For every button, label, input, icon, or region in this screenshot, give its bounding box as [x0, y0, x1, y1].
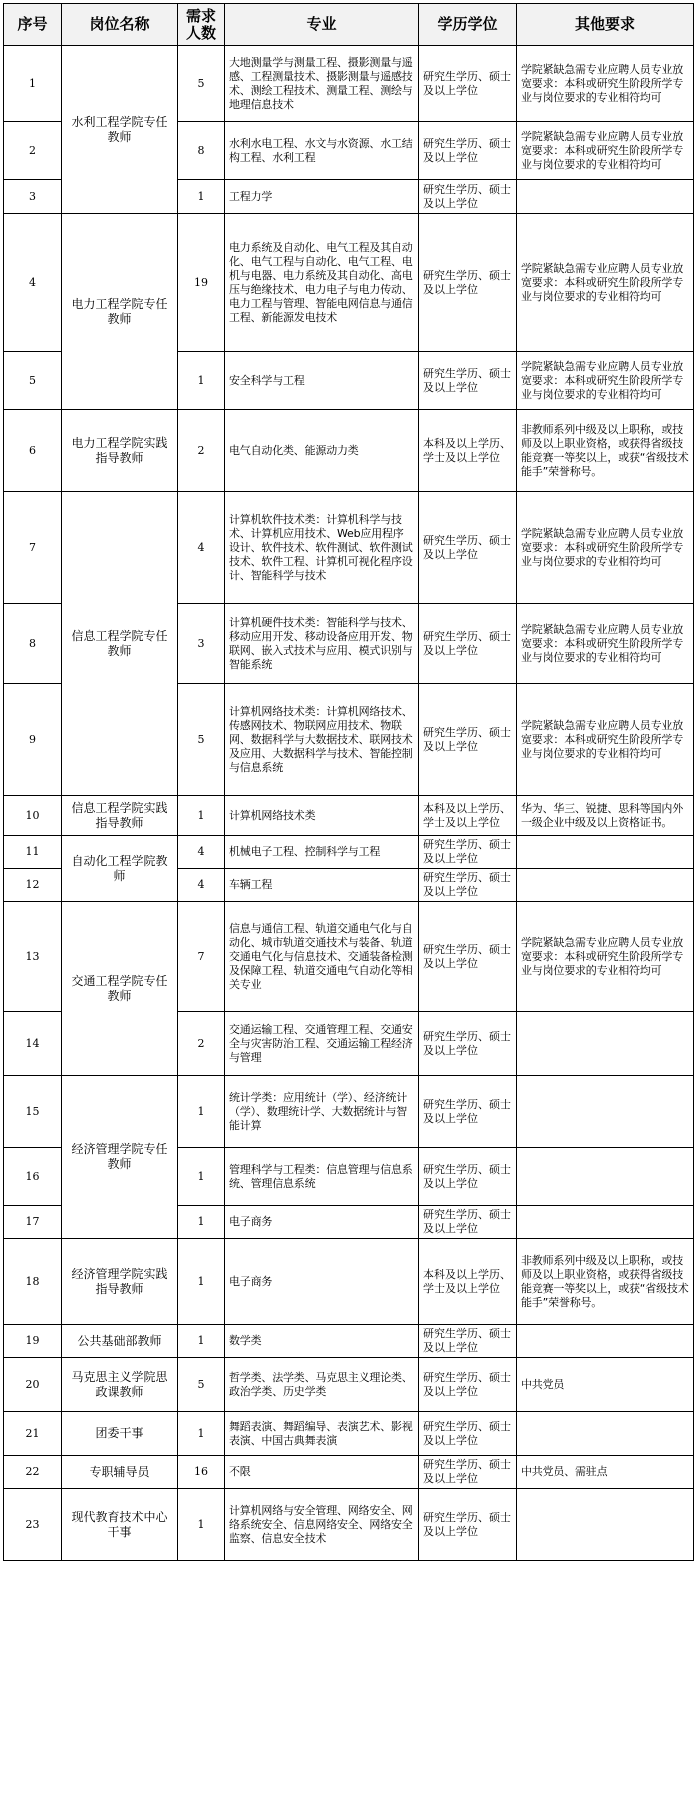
headcount: 4	[178, 836, 225, 869]
headcount: 1	[178, 180, 225, 214]
headcount: 7	[178, 902, 225, 1012]
headcount: 19	[178, 214, 225, 352]
row-index: 6	[4, 410, 62, 492]
other-requirement: 学院紧缺急需专业应聘人员专业放宽要求：本科或研究生阶段所学专业与岗位要求的专业相符均可	[517, 902, 694, 1012]
other-requirement	[517, 180, 694, 214]
header-other: 其他要求	[517, 4, 694, 46]
table-row	[4, 1325, 694, 1358]
major-requirement: 工程力学	[225, 180, 419, 214]
major-requirement: 计算机硬件技术类：智能科学与技术、移动应用开发、移动设备应用开发、物联网、嵌入式技术与应用、模式识别与智能系统	[225, 604, 419, 684]
recruitment-table	[3, 3, 694, 1561]
other-requirement: 非教师系列中级及以上职称，或技师及以上职业资格，或获得省级技能竞赛一等奖以上，或获“省级技术能手”荣誉称号。	[517, 1239, 694, 1325]
other-requirement: 学院紧缺急需专业应聘人员专业放宽要求：本科或研究生阶段所学专业与岗位要求的专业相符均可	[517, 352, 694, 410]
row-index: 16	[4, 1148, 62, 1206]
table-row	[4, 492, 694, 604]
headcount: 2	[178, 410, 225, 492]
major-requirement: 安全科学与工程	[225, 352, 419, 410]
row-index: 1	[4, 46, 62, 122]
headcount: 3	[178, 604, 225, 684]
position-name: 信息工程学院专任教师	[62, 492, 178, 796]
major-requirement: 电气自动化类、能源动力类	[225, 410, 419, 492]
education-requirement: 研究生学历、硕士及以上学位	[419, 1325, 517, 1358]
other-requirement: 学院紧缺急需专业应聘人员专业放宽要求：本科或研究生阶段所学专业与岗位要求的专业相符均可	[517, 46, 694, 122]
education-requirement: 研究生学历、硕士及以上学位	[419, 492, 517, 604]
headcount: 1	[178, 1206, 225, 1239]
major-requirement: 计算机网络技术类	[225, 796, 419, 836]
header-education: 学历学位	[419, 4, 517, 46]
other-requirement	[517, 1206, 694, 1239]
position-name: 马克思主义学院思政课教师	[62, 1358, 178, 1412]
major-requirement: 统计学类：应用统计（学）、经济统计（学）、数理统计学、大数据统计与智能计算	[225, 1076, 419, 1148]
table-row	[4, 410, 694, 492]
major-requirement: 机械电子工程、控制科学与工程	[225, 836, 419, 869]
table-row	[4, 46, 694, 122]
row-index: 15	[4, 1076, 62, 1148]
major-requirement: 计算机网络技术类：计算机网络技术、传感网技术、物联网应用技术、物联网、数据科学与大数据技术、联网技术及应用、大数据科学与技术、智能控制与信息系统	[225, 684, 419, 796]
row-index: 22	[4, 1456, 62, 1489]
other-requirement: 学院紧缺急需专业应聘人员专业放宽要求：本科或研究生阶段所学专业与岗位要求的专业相符均可	[517, 604, 694, 684]
headcount: 1	[178, 1076, 225, 1148]
major-requirement: 哲学类、法学类、马克思主义理论类、政治学类、历史学类	[225, 1358, 419, 1412]
headcount: 8	[178, 122, 225, 180]
header-major: 专业	[225, 4, 419, 46]
major-requirement: 车辆工程	[225, 869, 419, 902]
education-requirement: 研究生学历、硕士及以上学位	[419, 352, 517, 410]
position-name: 现代教育技术中心干事	[62, 1489, 178, 1561]
row-index: 13	[4, 902, 62, 1012]
other-requirement	[517, 1076, 694, 1148]
table-row	[4, 836, 694, 869]
row-index: 21	[4, 1412, 62, 1456]
row-index: 5	[4, 352, 62, 410]
major-requirement: 计算机网络与安全管理、网络安全、网络系统安全、信息网络安全、网络安全监察、信息安全技术	[225, 1489, 419, 1561]
row-index: 18	[4, 1239, 62, 1325]
major-requirement: 不限	[225, 1456, 419, 1489]
major-requirement: 信息与通信工程、轨道交通电气化与自动化、城市轨道交通技术与装备、轨道交通电气化与信息技术、交通装备检测及保障工程、轨道交通电气自动化等相关专业	[225, 902, 419, 1012]
position-name: 公共基础部教师	[62, 1325, 178, 1358]
education-requirement: 研究生学历、硕士及以上学位	[419, 869, 517, 902]
major-requirement: 水利水电工程、水文与水资源、水工结构工程、水利工程	[225, 122, 419, 180]
headcount: 4	[178, 869, 225, 902]
row-index: 10	[4, 796, 62, 836]
other-requirement: 非教师系列中级及以上职称，或技师及以上职业资格，或获得省级技能竞赛一等奖以上，或获“省级技术能手”荣誉称号。	[517, 410, 694, 492]
header-position: 岗位名称	[62, 4, 178, 46]
headcount: 1	[178, 1325, 225, 1358]
other-requirement	[517, 1148, 694, 1206]
education-requirement: 研究生学历、硕士及以上学位	[419, 902, 517, 1012]
major-requirement: 电子商务	[225, 1239, 419, 1325]
other-requirement: 中共党员	[517, 1358, 694, 1412]
education-requirement: 研究生学历、硕士及以上学位	[419, 1456, 517, 1489]
education-requirement: 研究生学历、硕士及以上学位	[419, 214, 517, 352]
recruitment-table-container	[3, 3, 693, 1561]
row-index: 8	[4, 604, 62, 684]
education-requirement: 研究生学历、硕士及以上学位	[419, 1206, 517, 1239]
headcount: 2	[178, 1012, 225, 1076]
position-name: 团委干事	[62, 1412, 178, 1456]
row-index: 23	[4, 1489, 62, 1561]
table-row	[4, 902, 694, 1012]
headcount: 1	[178, 1489, 225, 1561]
table-row	[4, 1239, 694, 1325]
education-requirement: 研究生学历、硕士及以上学位	[419, 1412, 517, 1456]
table-row	[4, 1076, 694, 1148]
education-requirement: 研究生学历、硕士及以上学位	[419, 1489, 517, 1561]
education-requirement: 研究生学历、硕士及以上学位	[419, 684, 517, 796]
major-requirement: 管理科学与工程类：信息管理与信息系统、管理信息系统	[225, 1148, 419, 1206]
position-name: 自动化工程学院教师	[62, 836, 178, 902]
row-index: 20	[4, 1358, 62, 1412]
row-index: 2	[4, 122, 62, 180]
education-requirement: 本科及以上学历、学士及以上学位	[419, 410, 517, 492]
major-requirement: 大地测量学与测量工程、摄影测量与遥感、工程测量技术、摄影测量与遥感技术、测绘工程技术、测量工程、测绘与地理信息技术	[225, 46, 419, 122]
major-requirement: 计算机软件技术类：计算机科学与技术、计算机应用技术、Web应用程序设计、软件技术、软件测试、软件测试技术、软件工程、计算机可视化程序设计、智能科学与技术	[225, 492, 419, 604]
other-requirement	[517, 869, 694, 902]
position-name: 交通工程学院专任教师	[62, 902, 178, 1076]
headcount: 16	[178, 1456, 225, 1489]
position-name: 经济管理学院实践指导教师	[62, 1239, 178, 1325]
education-requirement: 本科及以上学历、学士及以上学位	[419, 796, 517, 836]
major-requirement: 舞蹈表演、舞蹈编导、表演艺术、影视表演、中国古典舞表演	[225, 1412, 419, 1456]
headcount: 1	[178, 1148, 225, 1206]
other-requirement: 学院紧缺急需专业应聘人员专业放宽要求：本科或研究生阶段所学专业与岗位要求的专业相符均可	[517, 214, 694, 352]
headcount: 1	[178, 796, 225, 836]
position-name: 经济管理学院专任教师	[62, 1076, 178, 1239]
header-count: 需求人数	[178, 4, 225, 46]
other-requirement	[517, 1489, 694, 1561]
education-requirement: 研究生学历、硕士及以上学位	[419, 1148, 517, 1206]
other-requirement	[517, 1325, 694, 1358]
header-index: 序号	[4, 4, 62, 46]
headcount: 4	[178, 492, 225, 604]
other-requirement	[517, 1412, 694, 1456]
education-requirement: 研究生学历、硕士及以上学位	[419, 836, 517, 869]
table-row	[4, 1412, 694, 1456]
major-requirement: 电力系统及自动化、电气工程及其自动化、电气工程与自动化、电气工程、电机与电器、电力系统及其自动化、高电压与绝缘技术、电力电子与电力传动、电力工程与管理、智能电网信息与通信工程、新能源发电技术	[225, 214, 419, 352]
table-row	[4, 1358, 694, 1412]
position-name: 信息工程学院实践指导教师	[62, 796, 178, 836]
position-name: 水利工程学院专任教师	[62, 46, 178, 214]
education-requirement: 研究生学历、硕士及以上学位	[419, 1076, 517, 1148]
position-name: 专职辅导员	[62, 1456, 178, 1489]
table-row	[4, 214, 694, 352]
major-requirement: 数学类	[225, 1325, 419, 1358]
row-index: 14	[4, 1012, 62, 1076]
major-requirement: 交通运输工程、交通管理工程、交通安全与灾害防治工程、交通运输工程经济与管理	[225, 1012, 419, 1076]
education-requirement: 研究生学历、硕士及以上学位	[419, 180, 517, 214]
headcount: 1	[178, 1412, 225, 1456]
row-index: 19	[4, 1325, 62, 1358]
headcount: 5	[178, 1358, 225, 1412]
row-index: 3	[4, 180, 62, 214]
table-row	[4, 796, 694, 836]
table-body	[4, 46, 694, 1561]
row-index: 4	[4, 214, 62, 352]
position-name: 电力工程学院专任教师	[62, 214, 178, 410]
other-requirement: 学院紧缺急需专业应聘人员专业放宽要求：本科或研究生阶段所学专业与岗位要求的专业相符均可	[517, 684, 694, 796]
headcount: 5	[178, 684, 225, 796]
major-requirement: 电子商务	[225, 1206, 419, 1239]
table-row	[4, 1456, 694, 1489]
education-requirement: 研究生学历、硕士及以上学位	[419, 604, 517, 684]
headcount: 1	[178, 352, 225, 410]
row-index: 11	[4, 836, 62, 869]
table-row	[4, 1489, 694, 1561]
row-index: 17	[4, 1206, 62, 1239]
row-index: 9	[4, 684, 62, 796]
other-requirement: 华为、华三、锐捷、思科等国内外一级企业中级及以上资格证书。	[517, 796, 694, 836]
other-requirement: 学院紧缺急需专业应聘人员专业放宽要求：本科或研究生阶段所学专业与岗位要求的专业相符均可	[517, 492, 694, 604]
education-requirement: 研究生学历、硕士及以上学位	[419, 122, 517, 180]
position-name: 电力工程学院实践指导教师	[62, 410, 178, 492]
education-requirement: 研究生学历、硕士及以上学位	[419, 1358, 517, 1412]
headcount: 5	[178, 46, 225, 122]
header-row	[4, 4, 694, 46]
row-index: 12	[4, 869, 62, 902]
education-requirement: 研究生学历、硕士及以上学位	[419, 1012, 517, 1076]
other-requirement	[517, 1012, 694, 1076]
other-requirement	[517, 836, 694, 869]
row-index: 7	[4, 492, 62, 604]
other-requirement: 学院紧缺急需专业应聘人员专业放宽要求：本科或研究生阶段所学专业与岗位要求的专业相符均可	[517, 122, 694, 180]
other-requirement: 中共党员、需驻点	[517, 1456, 694, 1489]
education-requirement: 研究生学历、硕士及以上学位	[419, 46, 517, 122]
headcount: 1	[178, 1239, 225, 1325]
education-requirement: 本科及以上学历、学士及以上学位	[419, 1239, 517, 1325]
